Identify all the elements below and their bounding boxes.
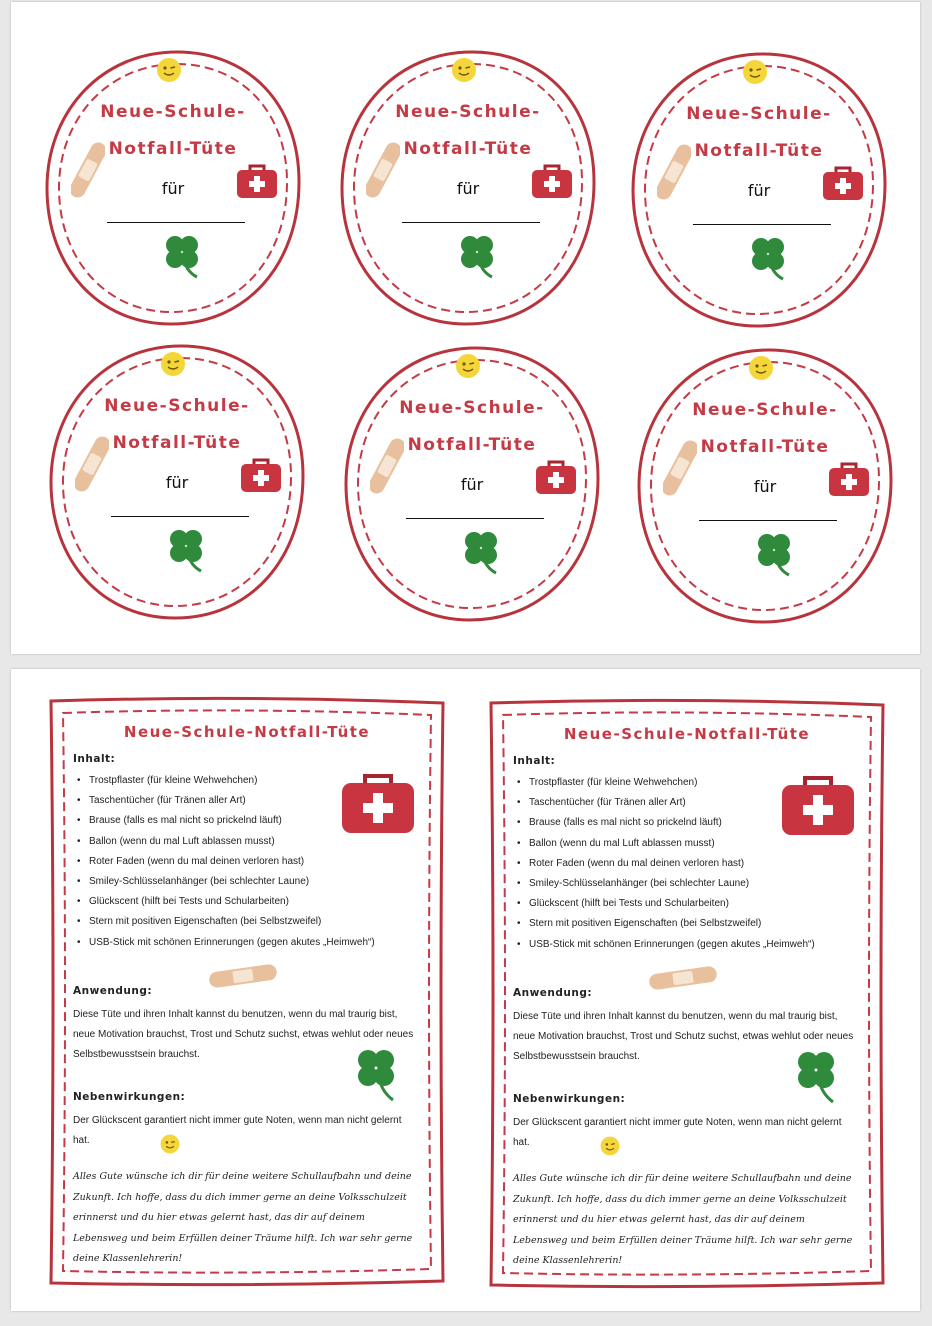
four-leaf-clover-icon <box>161 524 211 574</box>
four-leaf-clover-icon <box>743 232 793 282</box>
first-aid-kit-icon <box>235 164 279 200</box>
info-card <box>45 693 449 1289</box>
usage-text: Diese Tüte und ihren Inhalt kannst du benutzen, wenn du mal traurig bist, neue Motivation brauchst, Trost und Schutz suchst, etwas wehlut oder neues Selbstbewusstsein brauchst. <box>73 1009 414 1060</box>
label-for-text: für <box>753 477 777 496</box>
list-item: • Trostpflaster (für kleine Wehwehchen) <box>517 773 815 793</box>
label-for-text: für <box>460 475 484 494</box>
round-label <box>332 42 604 334</box>
label-title-line2: Notfall-Tüte <box>112 433 242 453</box>
contents-heading: Inhalt: <box>513 755 556 767</box>
smiley-wink-icon <box>450 56 478 84</box>
label-title-line1: Neue-Schule- <box>692 400 838 420</box>
list-item: • Taschentücher (für Tränen aller Art) <box>77 791 375 811</box>
first-aid-kit-icon <box>530 164 574 200</box>
side-effects-text: Der Glückscent garantiert nicht immer gute Noten, wenn man nicht gelernt hat. <box>73 1115 402 1146</box>
list-item: • USB-Stick mit schönen Erinnerungen (gegen akutes „Heimweh“) <box>517 935 815 955</box>
label-title-line1: Neue-Schule- <box>100 102 246 122</box>
four-leaf-clover-icon <box>349 1043 405 1103</box>
first-aid-kit-icon <box>779 775 857 837</box>
name-write-line <box>406 518 544 519</box>
label-for-text: für <box>161 179 185 198</box>
four-leaf-clover-icon <box>456 526 506 576</box>
label-title-line2: Notfall-Tüte <box>108 139 238 159</box>
list-item: • Stern mit positiven Eigenschaften (bei Selbstzweifel) <box>517 914 815 934</box>
closing-text: Alles Gute wünsche ich dir für deine weitere Schullaufbahn und deine Zukunft. Ich hoffe, dass du dich immer gerne an deine Volksschulzeit erinnerst und du hier etwas gelernt hast, das dir auf deinem Lebensweg und beim Erfüllen deiner Träume hilft. Ich war sehr gerne deine Klassenlehrerin! <box>513 1173 853 1266</box>
list-item: • Glückscent (hilft bei Tests und Schularbeiten) <box>517 894 815 914</box>
round-label <box>37 42 309 334</box>
info-card-page <box>11 669 920 1311</box>
smiley-wink-icon <box>159 350 187 378</box>
first-aid-kit-icon <box>534 460 578 496</box>
list-item: • Roter Faden (wenn du mal deinen verloren hast) <box>77 852 375 872</box>
usage-heading: Anwendung: <box>73 985 153 997</box>
label-title-line1: Neue-Schule- <box>104 396 250 416</box>
band-aid-icon <box>75 432 109 496</box>
first-aid-kit-icon <box>339 773 417 835</box>
four-leaf-clover-icon <box>789 1045 845 1105</box>
label-title-line2: Notfall-Tüte <box>700 437 830 457</box>
list-item: • Ballon (wenn du mal Luft ablassen musst) <box>77 832 375 852</box>
sticker-sheet-page <box>11 2 920 654</box>
side-effects-heading: Nebenwirkungen: <box>73 1091 186 1103</box>
contents-heading: Inhalt: <box>73 753 116 765</box>
four-leaf-clover-icon <box>157 230 207 280</box>
name-write-line <box>693 224 831 225</box>
list-item: • Glückscent (hilft bei Tests und Schularbeiten) <box>77 892 375 912</box>
band-aid-icon <box>663 436 697 500</box>
label-title-line1: Neue-Schule- <box>395 102 541 122</box>
band-aid-icon <box>207 961 279 991</box>
first-aid-kit-icon <box>239 458 283 494</box>
label-title-line2: Notfall-Tüte <box>694 141 824 161</box>
list-item: • Trostpflaster (für kleine Wehwehchen) <box>77 771 375 791</box>
four-leaf-clover-icon <box>749 528 799 578</box>
round-label <box>623 44 895 336</box>
contents-list <box>77 771 375 953</box>
label-title-line2: Notfall-Tüte <box>407 435 537 455</box>
four-leaf-clover-icon <box>452 230 502 280</box>
list-item: • Stern mit positiven Eigenschaften (bei Selbstzweifel) <box>77 912 375 932</box>
list-item: • Roter Faden (wenn du mal deinen verloren hast) <box>517 854 815 874</box>
smiley-wink-icon <box>741 58 769 86</box>
list-item: • Taschentücher (für Tränen aller Art) <box>517 793 815 813</box>
smiley-wink-icon <box>747 354 775 382</box>
label-title-line2: Notfall-Tüte <box>403 139 533 159</box>
first-aid-kit-icon <box>827 462 871 498</box>
side-effects-text: Der Glückscent garantiert nicht immer gute Noten, wenn man nicht gelernt hat. <box>513 1117 842 1148</box>
band-aid-icon <box>657 140 691 204</box>
list-item: • USB-Stick mit schönen Erinnerungen (gegen akutes „Heimweh“) <box>77 933 375 953</box>
name-write-line <box>111 516 249 517</box>
label-for-text: für <box>747 181 771 200</box>
round-label <box>336 338 608 630</box>
closing-text: Alles Gute wünsche ich dir für deine weitere Schullaufbahn und deine Zukunft. Ich hoffe, dass du dich immer gerne an deine Volksschulzeit erinnerst und du hier etwas gelernt hast, das dir auf deinem Lebensweg und beim Erfüllen deiner Träume hilft. Ich war sehr gerne deine Klassenlehrerin! <box>73 1171 413 1264</box>
list-item: • Brause (falls es mal nicht so prickelnd läuft) <box>77 811 375 831</box>
band-aid-icon <box>366 138 400 202</box>
band-aid-icon <box>370 434 404 498</box>
first-aid-kit-icon <box>821 166 865 202</box>
name-write-line <box>107 222 245 223</box>
band-aid-icon <box>647 963 719 993</box>
label-for-text: für <box>456 179 480 198</box>
usage-text: Diese Tüte und ihren Inhalt kannst du benutzen, wenn du mal traurig bist, neue Motivation brauchst, Trost und Schutz suchst, etwas wehlut oder neues Selbstbewusstsein brauchst. <box>513 1011 854 1062</box>
contents-list <box>517 773 815 955</box>
list-item: • Brause (falls es mal nicht so prickelnd läuft) <box>517 813 815 833</box>
smiley-wink-icon <box>454 352 482 380</box>
label-for-text: für <box>165 473 189 492</box>
list-item: • Ballon (wenn du mal Luft ablassen musst) <box>517 834 815 854</box>
round-label <box>629 340 901 632</box>
smiley-wink-icon <box>155 56 183 84</box>
side-effects-heading: Nebenwirkungen: <box>513 1093 626 1105</box>
list-item: • Smiley-Schlüsselanhänger (bei schlechter Laune) <box>77 872 375 892</box>
name-write-line <box>699 520 837 521</box>
name-write-line <box>402 222 540 223</box>
info-card <box>485 695 889 1291</box>
round-label <box>41 336 313 628</box>
card-title: Neue-Schule-Notfall-Tüte <box>563 725 811 743</box>
card-title: Neue-Schule-Notfall-Tüte <box>123 723 371 741</box>
usage-heading: Anwendung: <box>513 987 593 999</box>
list-item: • Smiley-Schlüsselanhänger (bei schlechter Laune) <box>517 874 815 894</box>
label-title-line1: Neue-Schule- <box>399 398 545 418</box>
label-title-line1: Neue-Schule- <box>686 104 832 124</box>
smiley-wink-icon <box>599 1135 621 1157</box>
band-aid-icon <box>71 138 105 202</box>
smiley-wink-icon <box>159 1133 181 1155</box>
